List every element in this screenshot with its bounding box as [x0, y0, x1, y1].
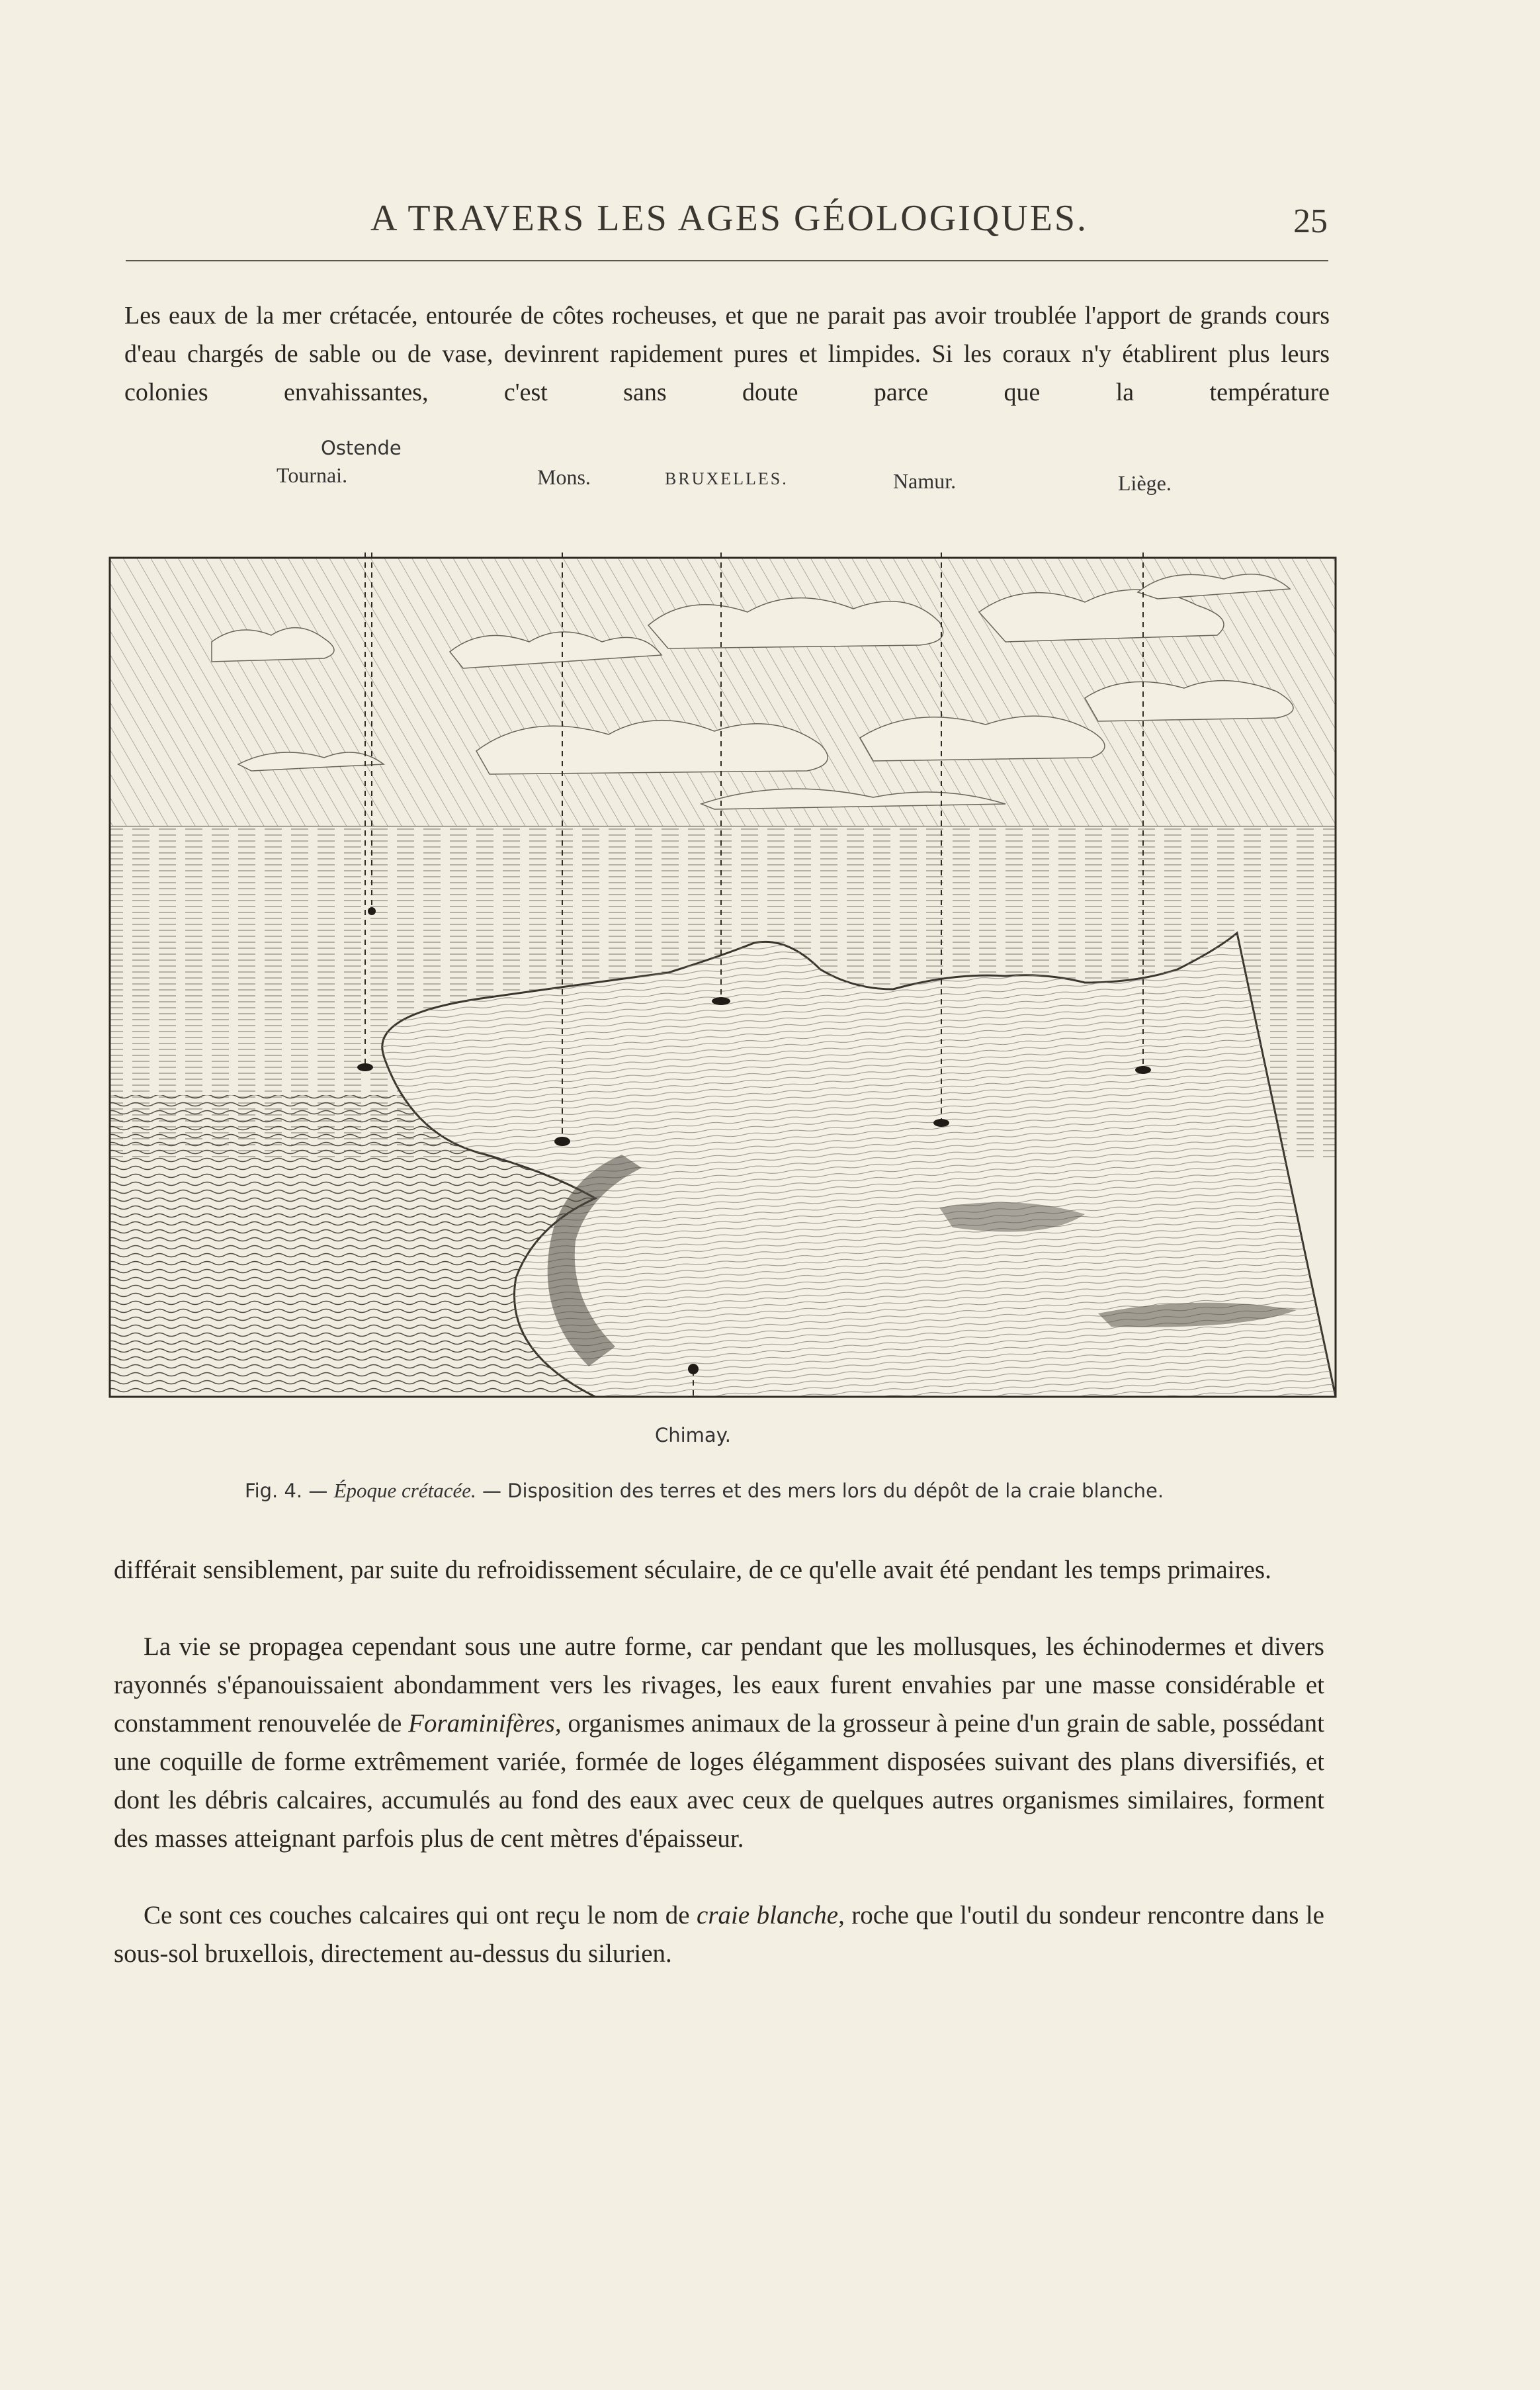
cretaceous-landscape-illustration — [106, 553, 1339, 1399]
dot-bruxelles — [712, 997, 730, 1005]
label-bruxelles: BRUXELLES. — [665, 469, 789, 488]
dot-tournai — [357, 1063, 373, 1071]
dot-namur — [933, 1119, 949, 1127]
label-ostende: Ostende — [321, 437, 402, 459]
paragraph-3 — [114, 1896, 1324, 1973]
dot-chimay — [688, 1364, 699, 1374]
paragraph-2-start: La vie se propagea cependant sous une autre forme, car pendant que les mollusques, les échinodermes et divers rayonnés s'épanouissaient abondamment vers les rivages, les eaux furent envahies par une masse considérable et constamment renouvelée de — [114, 1632, 1324, 1738]
header-rule — [126, 260, 1328, 261]
paragraph-2-end: organismes animaux de la grosseur à peine d'un grain de sable, possédant une coquille de forme extrêmement variée, formée de loges élégamment disposées suivant des plans diversifiés, et dont les débris calcaires, accumulés au fond des eaux avec ceux de quelques autres organismes similaires, forment des masses atteignant parfois plus de cent mètres d'épaisseur. — [114, 1709, 1324, 1853]
term-craie-blanche: craie blanche, — [697, 1901, 845, 1929]
label-tournai: Tournai. — [277, 463, 348, 487]
dot-ostende — [368, 907, 376, 915]
paragraph-3-start: Ce sont ces couches calcaires qui ont reçu le nom de — [144, 1901, 697, 1929]
paragraph-1: différait sensiblement, par suite du refroidissement séculaire, de ce qu'elle avait été pendant les temps primaires. — [114, 1556, 1271, 1584]
dot-mons — [554, 1137, 570, 1146]
paragraph-2 — [114, 1628, 1324, 1858]
land-shading — [382, 933, 1336, 1397]
term-foraminiferes: Foraminifères, — [408, 1709, 562, 1738]
page-number: 25 — [1293, 202, 1328, 240]
label-mons: Mons. — [537, 465, 591, 489]
caption-epoch: Époque crétacée. — [333, 1479, 476, 1502]
dot-liege — [1135, 1066, 1151, 1074]
paragraph-3-end: roche que l'outil du sondeur rencontre dans le sous-sol bruxellois, directement au-dessus du silurien. — [114, 1901, 1324, 1968]
intro-paragraph: Les eaux de la mer crétacée, entourée de côtes rocheuses, et que ne parait pas avoir troublée l'apport de grands cours d'eau chargés de sable ou de vase, devinrent rapidement pures et limpides. Si les coraux n'y établirent plus leurs colonies envahissantes, c'est sans doute parce que la température — [124, 302, 1330, 406]
caption-prefix: Fig. 4. — — [245, 1480, 334, 1502]
running-header-title: A TRAVERS LES AGES GÉOLOGIQUES. — [370, 198, 1089, 239]
label-liege: Liège. — [1118, 471, 1172, 495]
label-namur: Namur. — [893, 469, 957, 493]
figure-caption — [245, 1479, 1297, 1503]
caption-description: — Disposition des terres et des mers lors du dépôt de la craie blanche. — [476, 1480, 1164, 1502]
label-chimay: Chimay. — [655, 1424, 731, 1446]
